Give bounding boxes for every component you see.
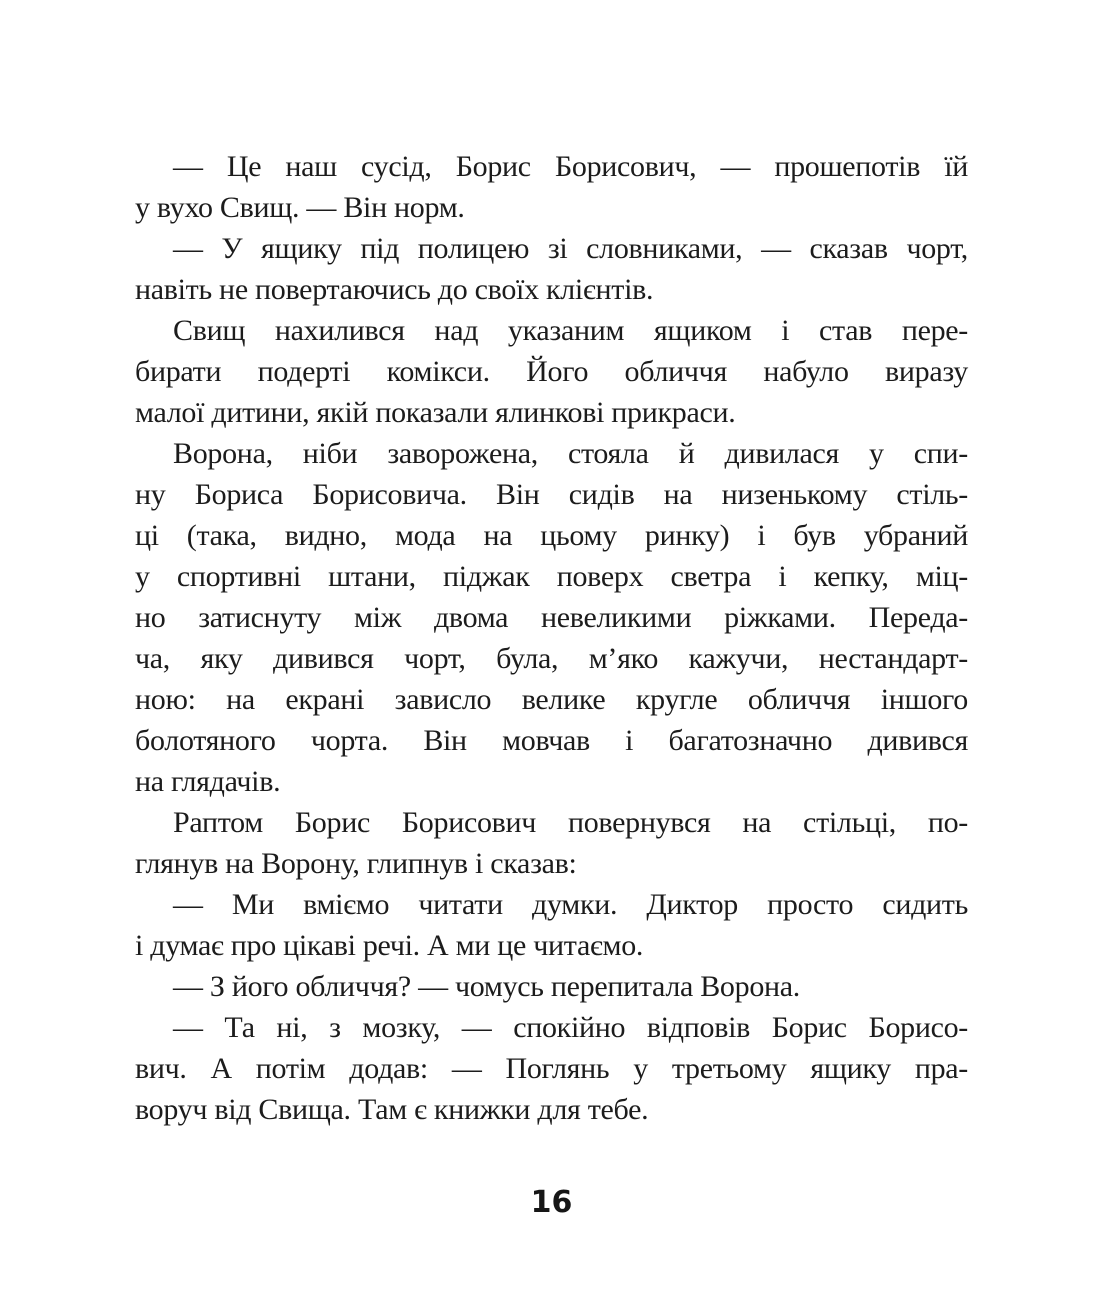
body-text	[135, 146, 968, 1130]
paragraph	[135, 802, 968, 884]
paragraph	[135, 884, 968, 966]
text-line: — Це наш сусід, Борис Борисович, — прошепотів їй	[173, 150, 968, 183]
text-line: вич. А потім додав: — Поглянь у третьому ящику пра-	[135, 1052, 968, 1085]
text-line: ча, яку дивився чорт, була, м’яко кажучи, нестандарт-	[135, 642, 968, 675]
text-line: ці (така, видно, мода на цьому ринку) і був убраний	[135, 519, 968, 552]
text-line: — З його обличчя? — чомусь перепитала Ворона.	[173, 970, 800, 1003]
paragraph	[135, 433, 968, 802]
text-line: і думає про цікаві речі. А ми це читаємо.	[135, 929, 644, 962]
text-line: малої дитини, якій показали ялинкові прикраси.	[135, 396, 736, 429]
text-line: навіть не повертаючись до своїх клієнтів.	[135, 273, 654, 306]
paragraph	[135, 310, 968, 433]
text-line: Раптом Борис Борисович повернувся на стільці, по-	[173, 806, 968, 839]
text-line: воруч від Свища. Там є книжки для тебе.	[135, 1093, 649, 1126]
text-line: — Та ні, з мозку, — спокійно відповів Борис Борисо-	[173, 1011, 968, 1044]
text-line: — Ми вміємо читати думки. Диктор просто сидить	[173, 888, 968, 921]
text-line: у вухо Свищ. — Він норм.	[135, 191, 465, 224]
paragraph	[135, 1007, 968, 1130]
text-line: Ворона, ніби заворожена, стояла й дивилася у спи-	[173, 437, 968, 470]
text-line: — У ящику під полицею зі словниками, — сказав чорт,	[173, 232, 968, 265]
paragraph	[135, 146, 968, 228]
text-line: Свищ нахилився над указаним ящиком і став пере-	[173, 314, 968, 347]
text-line: ною: на екрані зависло велике кругле обличчя іншого	[135, 683, 968, 716]
text-line: глянув на Ворону, глипнув і сказав:	[135, 847, 577, 880]
text-line: у спортивні штани, піджак поверх светра і кепку, міц-	[135, 560, 968, 593]
text-line: бирати подерті комікси. Його обличчя набуло виразу	[135, 355, 968, 388]
text-line: на глядачів.	[135, 765, 281, 798]
text-line: болотяного чорта. Він мовчав і багатозначно дивився	[135, 724, 968, 757]
paragraph	[135, 966, 968, 1007]
text-line: ну Бориса Борисовича. Він сидів на низенькому стіль-	[135, 478, 968, 511]
paragraph	[135, 228, 968, 310]
text-line: но затиснуту між двома невеликими ріжками. Переда-	[135, 601, 968, 634]
page-number: 16	[530, 1185, 573, 1220]
